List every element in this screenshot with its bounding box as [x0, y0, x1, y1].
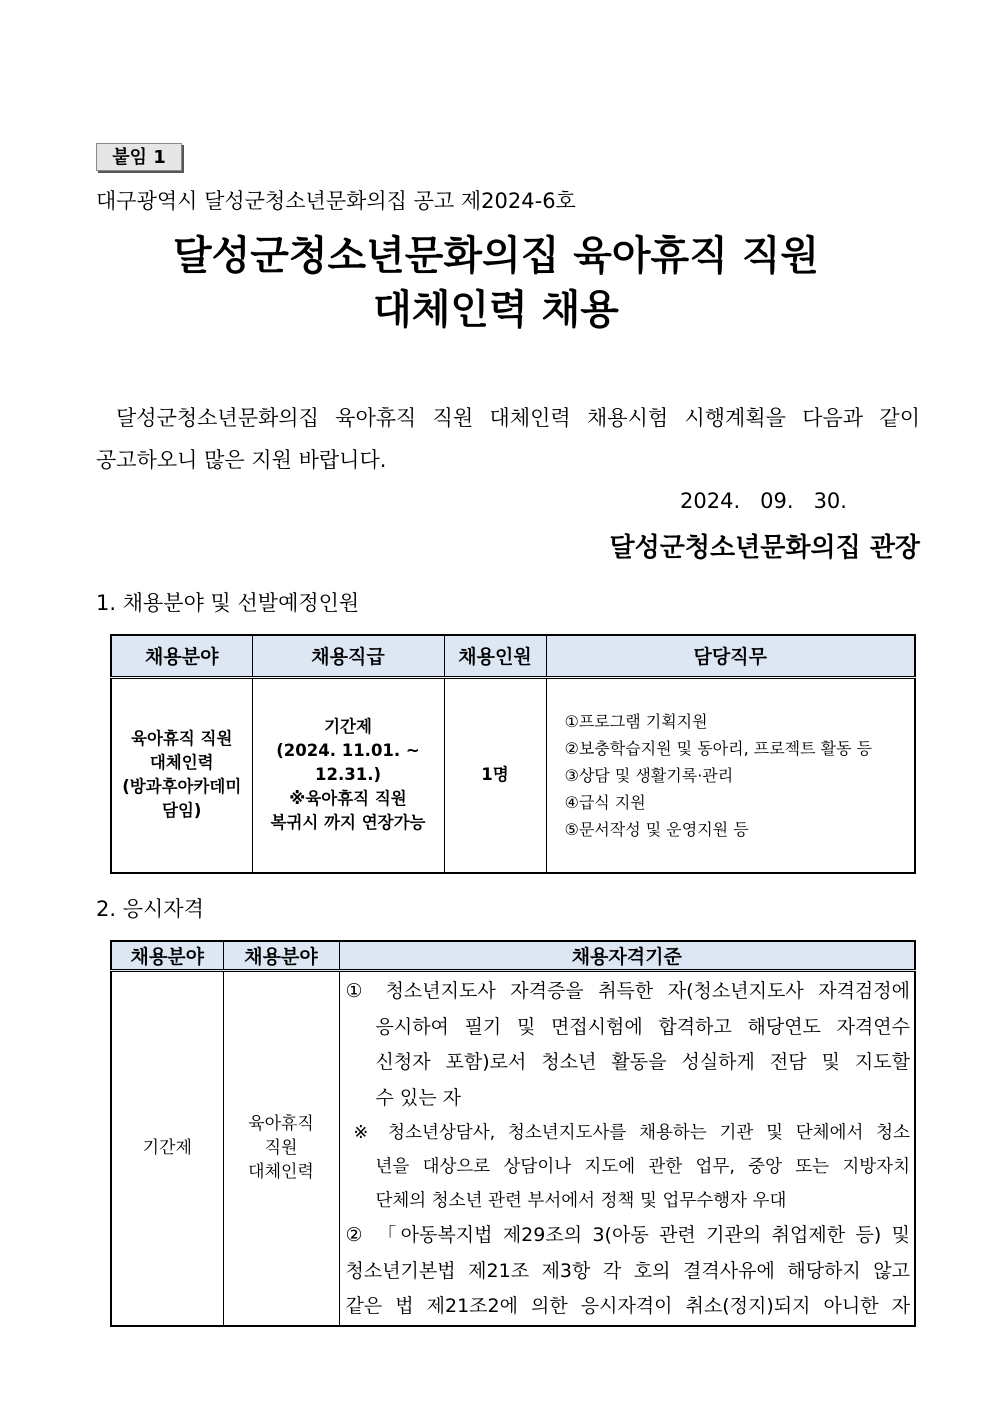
header-field-2: 채용분야: [223, 941, 339, 971]
grade-cell: [252, 677, 444, 873]
field-cell: [111, 677, 252, 873]
criteria-cell: [339, 971, 915, 1326]
grade-line: 복귀시 까지 연장가능: [270, 813, 426, 833]
qualification-table-row: [111, 971, 915, 1326]
duty-item: ④급식 지원: [564, 792, 646, 812]
field-line: (방과후아카데미: [122, 777, 242, 797]
criteria-line: ② 「아동복지법 제29조의 3(아동 관련 기관의 취업제한 등) 및: [345, 1224, 910, 1246]
notice-number: 대구광역시 달성군청소년문화의집 공고 제2024-6호: [96, 189, 576, 213]
duty-item: ②보충학습지원 및 동아리, 프로젝트 활동 등: [564, 738, 873, 758]
grade-line: (2024. 11.01. ~ 12.31.): [276, 741, 420, 785]
count-cell: 1명: [444, 677, 546, 873]
criteria-line: 청소년기본법 제21조 제3항 각 호의 결격사유에 해당하지 않고: [345, 1259, 910, 1282]
header-grade: 채용직급: [252, 635, 444, 677]
header-duty: 담당직무: [546, 635, 915, 677]
header-field: 채용분야: [111, 635, 252, 677]
header-count: 채용인원: [444, 635, 546, 677]
field-line: 육아휴직 직원: [131, 729, 233, 749]
section2-heading: 2. 응시자격: [96, 897, 204, 921]
grade-line: ※육아휴직 직원: [289, 789, 407, 809]
recruitment-table-header: [111, 635, 915, 677]
qualification-table: [110, 940, 916, 1327]
criteria-line: 수 있는 자: [375, 1086, 461, 1109]
criteria-line: 신청자 포함)로서 청소년 활동을 성실하게 전담 및 지도할: [375, 1051, 910, 1073]
notice-date: 2024. 09. 30.: [680, 489, 847, 513]
duty-cell: [546, 677, 915, 873]
section1-heading: 1. 채용분야 및 선발예정인원: [96, 591, 360, 615]
position-cell: [223, 971, 339, 1326]
attachment-label: 붙임 1: [96, 143, 182, 171]
recruitment-table: [110, 634, 916, 874]
qualification-table-header: [111, 941, 915, 971]
intro-line2: 공고하오니 많은 지원 바랍니다.: [96, 448, 387, 472]
duty-item: ⑤문서작성 및 운영지원 등: [564, 819, 749, 839]
note-line: 단체의 청소년 관련 부서에서 정책 및 업무수행자 우대: [375, 1191, 787, 1211]
position-line: 육아휴직: [248, 1114, 314, 1135]
header-field-1: 채용분야: [111, 941, 223, 971]
criteria-line: 응시하여 필기 및 면접시험에 합격하고 해당연도 자격연수: [375, 1015, 910, 1038]
duty-item: ③상담 및 생활기록·관리: [564, 765, 734, 785]
signatory: 달성군청소년문화의집 관장: [609, 533, 920, 563]
note-line: 년을 대상으로 상담이나 지도에 관한 업무, 중앙 또는 지방자치: [375, 1157, 910, 1177]
position-line: 직원: [264, 1138, 298, 1159]
header-criteria: 채용자격기준: [339, 941, 915, 971]
field-line: 대체인력: [149, 753, 214, 773]
criteria-line: ① 청소년지도사 자격증을 취득한 자(청소년지도사 자격검정에: [345, 980, 910, 1002]
duty-item: ①프로그램 기획지원: [564, 711, 708, 731]
criteria-line: 같은 법 제21조2에 의한 응시자격이 취소(정지)되지 아니한 자: [345, 1295, 910, 1317]
note-line: ※ 청소년상담사, 청소년지도사를 채용하는 기관 및 단체에서 청소: [353, 1123, 910, 1143]
page-title-line2: 대체인력 채용: [373, 287, 619, 333]
field-line: 담임): [162, 801, 202, 821]
type-cell: 기간제: [111, 971, 223, 1326]
intro-line1: 달성군청소년문화의집 육아휴직 직원 대체인력 채용시험 시행계획을 다음과 같이: [116, 406, 920, 430]
position-line: 대체인력: [248, 1162, 314, 1183]
grade-line: 기간제: [324, 717, 372, 737]
recruitment-table-row: [111, 677, 915, 873]
page-title-line1: 달성군청소년문화의집 육아휴직 직원: [172, 233, 820, 279]
